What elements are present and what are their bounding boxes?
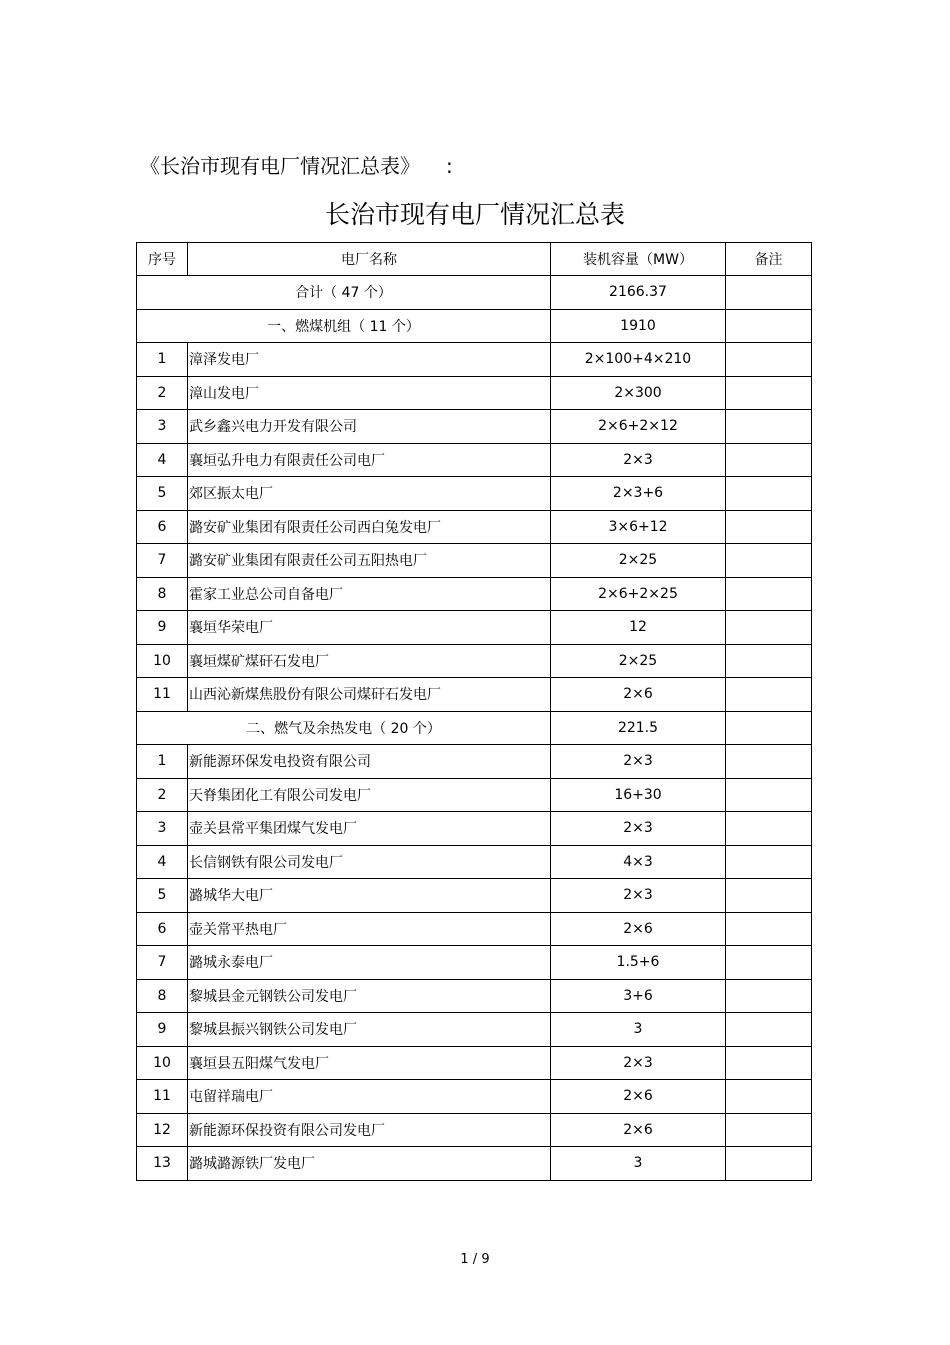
row-capacity: 2×3 xyxy=(551,745,726,779)
row-remark xyxy=(726,376,812,410)
row-capacity: 2×6+2×25 xyxy=(551,577,726,611)
row-plant-name: 天脊集团化工有限公司发电厂 xyxy=(188,778,551,812)
table-row xyxy=(137,577,812,611)
row-index: 9 xyxy=(137,1013,188,1047)
row-remark xyxy=(726,812,812,846)
table-row xyxy=(137,376,812,410)
table-row xyxy=(137,1080,812,1114)
row-plant-name: 潞城潞源铁厂发电厂 xyxy=(188,1147,551,1181)
gas-section-label: 二、燃气及余热发电（ 20 个） xyxy=(137,711,551,745)
row-capacity: 3 xyxy=(551,1013,726,1047)
row-remark xyxy=(726,477,812,511)
row-index: 5 xyxy=(137,879,188,913)
row-index: 4 xyxy=(137,443,188,477)
row-index: 4 xyxy=(137,845,188,879)
row-capacity: 2×6 xyxy=(551,678,726,712)
page-number: 1 / 9 xyxy=(460,1252,490,1267)
row-remark xyxy=(726,1046,812,1080)
gas-section-row xyxy=(137,711,812,745)
document-heading-colon: : xyxy=(446,154,453,178)
row-capacity: 1.5+6 xyxy=(551,946,726,980)
table-row xyxy=(137,1046,812,1080)
header-name: 电厂名称 xyxy=(188,243,551,276)
row-capacity: 2×3 xyxy=(551,443,726,477)
row-plant-name: 漳泽发电厂 xyxy=(188,343,551,377)
row-capacity: 3+6 xyxy=(551,979,726,1013)
row-remark xyxy=(726,979,812,1013)
row-index: 13 xyxy=(137,1147,188,1181)
table-row xyxy=(137,343,812,377)
row-capacity: 3×6+12 xyxy=(551,510,726,544)
row-capacity: 2×6 xyxy=(551,1080,726,1114)
row-capacity: 12 xyxy=(551,611,726,645)
row-plant-name: 潞城华大电厂 xyxy=(188,879,551,913)
row-index: 9 xyxy=(137,611,188,645)
row-plant-name: 潞安矿业集团有限责任公司五阳热电厂 xyxy=(188,544,551,578)
table-row xyxy=(137,1147,812,1181)
row-plant-name: 潞安矿业集团有限责任公司西白兔发电厂 xyxy=(188,510,551,544)
row-remark xyxy=(726,845,812,879)
row-index: 11 xyxy=(137,1080,188,1114)
row-index: 7 xyxy=(137,544,188,578)
row-remark xyxy=(726,443,812,477)
table-title: 长治市现有电厂情况汇总表 xyxy=(324,200,625,229)
row-remark xyxy=(726,678,812,712)
row-plant-name: 武乡鑫兴电力开发有限公司 xyxy=(188,410,551,444)
row-remark xyxy=(726,644,812,678)
power-plant-table xyxy=(136,242,812,1181)
table-row xyxy=(137,979,812,1013)
table-row xyxy=(137,644,812,678)
row-remark xyxy=(726,1147,812,1181)
row-index: 7 xyxy=(137,946,188,980)
row-capacity: 2×6 xyxy=(551,1113,726,1147)
row-index: 8 xyxy=(137,577,188,611)
row-index: 2 xyxy=(137,376,188,410)
row-index: 12 xyxy=(137,1113,188,1147)
document-heading-text: 《长治市现有电厂情况汇总表》 xyxy=(140,154,420,178)
row-remark xyxy=(726,343,812,377)
row-plant-name: 新能源环保投资有限公司发电厂 xyxy=(188,1113,551,1147)
table-row xyxy=(137,946,812,980)
row-plant-name: 漳山发电厂 xyxy=(188,376,551,410)
row-capacity: 16+30 xyxy=(551,778,726,812)
row-remark xyxy=(726,510,812,544)
row-plant-name: 霍家工业总公司自备电厂 xyxy=(188,577,551,611)
row-plant-name: 壶关常平热电厂 xyxy=(188,912,551,946)
row-remark xyxy=(726,611,812,645)
row-plant-name: 壶关县常平集团煤气发电厂 xyxy=(188,812,551,846)
row-remark xyxy=(726,1113,812,1147)
row-index: 10 xyxy=(137,644,188,678)
row-plant-name: 屯留祥瑞电厂 xyxy=(188,1080,551,1114)
row-remark xyxy=(726,544,812,578)
row-index: 6 xyxy=(137,510,188,544)
row-capacity: 2×3 xyxy=(551,812,726,846)
table-row xyxy=(137,410,812,444)
row-index: 11 xyxy=(137,678,188,712)
coal-section-remark xyxy=(726,309,812,343)
row-remark xyxy=(726,912,812,946)
row-plant-name: 黎城县金元钢铁公司发电厂 xyxy=(188,979,551,1013)
row-index: 8 xyxy=(137,979,188,1013)
row-plant-name: 襄垣煤矿煤矸石发电厂 xyxy=(188,644,551,678)
row-capacity: 2×3+6 xyxy=(551,477,726,511)
total-label: 合计（ 47 个） xyxy=(137,276,551,310)
row-index: 2 xyxy=(137,778,188,812)
row-index: 3 xyxy=(137,812,188,846)
table-row xyxy=(137,1113,812,1147)
row-plant-name: 潞城永泰电厂 xyxy=(188,946,551,980)
row-remark xyxy=(726,879,812,913)
table-row xyxy=(137,879,812,913)
row-capacity: 2×100+4×210 xyxy=(551,343,726,377)
table-row xyxy=(137,1013,812,1047)
total-remark xyxy=(726,276,812,310)
row-index: 3 xyxy=(137,410,188,444)
header-index: 序号 xyxy=(137,243,188,276)
table-row xyxy=(137,544,812,578)
row-plant-name: 山西沁新煤焦股份有限公司煤矸石发电厂 xyxy=(188,678,551,712)
table-row xyxy=(137,678,812,712)
row-capacity: 2×25 xyxy=(551,544,726,578)
row-capacity: 2×3 xyxy=(551,1046,726,1080)
coal-section-capacity: 1910 xyxy=(551,309,726,343)
table-row xyxy=(137,510,812,544)
table-header-row xyxy=(137,243,812,276)
row-index: 10 xyxy=(137,1046,188,1080)
table-row xyxy=(137,611,812,645)
row-capacity: 3 xyxy=(551,1147,726,1181)
gas-section-remark xyxy=(726,711,812,745)
row-plant-name: 襄垣县五阳煤气发电厂 xyxy=(188,1046,551,1080)
row-index: 5 xyxy=(137,477,188,511)
row-plant-name: 新能源环保发电投资有限公司 xyxy=(188,745,551,779)
row-index: 6 xyxy=(137,912,188,946)
coal-section-label: 一、燃煤机组（ 11 个） xyxy=(137,309,551,343)
row-plant-name: 郊区振太电厂 xyxy=(188,477,551,511)
row-plant-name: 黎城县振兴钢铁公司发电厂 xyxy=(188,1013,551,1047)
row-index: 1 xyxy=(137,745,188,779)
coal-section-row xyxy=(137,309,812,343)
table-row xyxy=(137,443,812,477)
row-capacity: 2×6+2×12 xyxy=(551,410,726,444)
table-row xyxy=(137,778,812,812)
row-remark xyxy=(726,577,812,611)
header-remark: 备注 xyxy=(726,243,812,276)
row-capacity: 2×3 xyxy=(551,879,726,913)
row-remark xyxy=(726,946,812,980)
row-capacity: 2×300 xyxy=(551,376,726,410)
document-heading xyxy=(140,150,453,179)
total-row xyxy=(137,276,812,310)
row-remark xyxy=(726,410,812,444)
total-capacity: 2166.37 xyxy=(551,276,726,310)
row-capacity: 2×25 xyxy=(551,644,726,678)
table-row xyxy=(137,745,812,779)
row-remark xyxy=(726,778,812,812)
row-capacity: 2×6 xyxy=(551,912,726,946)
header-capacity: 装机容量（MW） xyxy=(551,243,726,276)
table-row xyxy=(137,912,812,946)
row-plant-name: 长信钢铁有限公司发电厂 xyxy=(188,845,551,879)
table-row xyxy=(137,845,812,879)
row-plant-name: 襄垣弘升电力有限责任公司电厂 xyxy=(188,443,551,477)
row-capacity: 4×3 xyxy=(551,845,726,879)
row-remark xyxy=(726,1013,812,1047)
row-remark xyxy=(726,1080,812,1114)
row-index: 1 xyxy=(137,343,188,377)
row-remark xyxy=(726,745,812,779)
row-plant-name: 襄垣华荣电厂 xyxy=(188,611,551,645)
table-row xyxy=(137,812,812,846)
gas-section-capacity: 221.5 xyxy=(551,711,726,745)
table-row xyxy=(137,477,812,511)
